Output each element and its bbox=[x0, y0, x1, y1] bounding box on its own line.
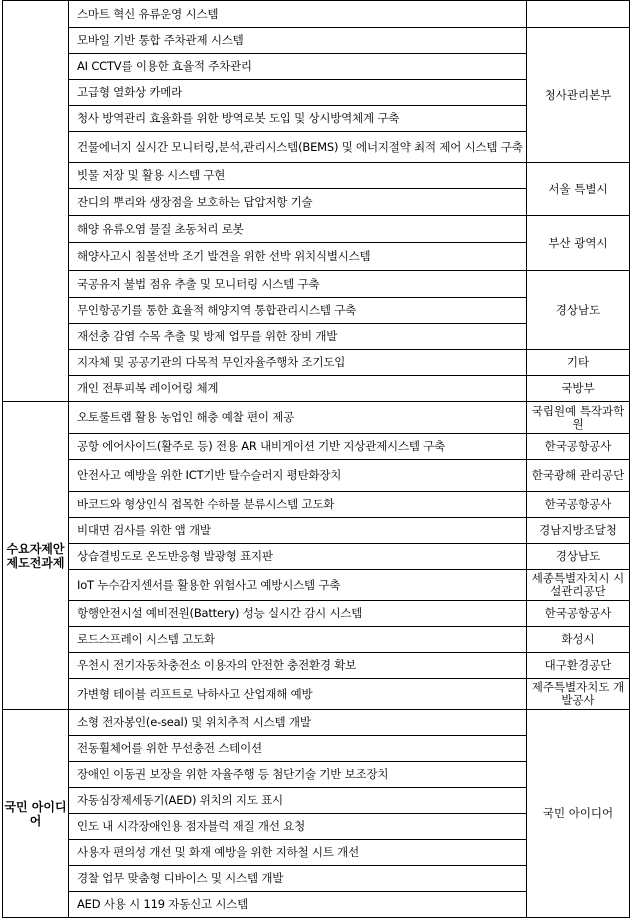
task-title-cell: 우천시 전기자동차충전소 이용자의 안전한 충전환경 확보 bbox=[69, 653, 527, 679]
agency-cell: 국방부 bbox=[527, 376, 630, 402]
agency-cell: 제주특별자치도 개발공사 bbox=[527, 679, 630, 710]
table-row bbox=[3, 271, 630, 298]
table-row bbox=[3, 518, 630, 544]
task-title-cell: 가변형 테이블 리프트로 낙하사고 산업재해 예방 bbox=[69, 679, 527, 710]
task-title-cell: 전동휠체어를 위한 무선충전 스테이션 bbox=[69, 736, 527, 762]
task-title-cell: 공항 에어사이드(활주로 등) 전용 AR 내비게이션 기반 지상관제시스템 구축 bbox=[69, 434, 527, 460]
table-row bbox=[3, 402, 630, 434]
agency-cell: 한국공항공사 bbox=[527, 492, 630, 518]
task-title-cell: 해양 유류오염 물질 초동처리 로봇 bbox=[69, 216, 527, 243]
task-title-cell: 모바일 기반 통합 주차관제 시스템 bbox=[69, 28, 527, 54]
table-row bbox=[3, 570, 630, 601]
agency-cell bbox=[527, 1, 630, 28]
task-title-cell: 해양사고시 침몰선박 조기 발견을 위한 선박 위치식별시스템 bbox=[69, 243, 527, 271]
table-row bbox=[3, 376, 630, 402]
agency-cell: 국민 아이디어 bbox=[527, 710, 630, 918]
task-title-cell: 잔디의 뿌리와 생장점을 보호하는 답압저항 기술 bbox=[69, 189, 527, 216]
category-cell bbox=[3, 1, 69, 402]
task-title-cell: 고급형 열화상 카메라 bbox=[69, 80, 527, 106]
task-title-cell: 무인항공기를 통한 효율적 해양지역 통합관리시스템 구축 bbox=[69, 298, 527, 324]
task-title-cell: 사용자 편의성 개선 및 화재 예방을 위한 지하철 시트 개선 bbox=[69, 840, 527, 866]
task-title-cell: AI CCTV를 이용한 효율적 주차관리 bbox=[69, 54, 527, 80]
agency-cell: 화성시 bbox=[527, 627, 630, 653]
task-title-cell: 비대면 검사를 위한 앱 개발 bbox=[69, 518, 527, 544]
category-cell: 국민 아이디어 bbox=[3, 710, 69, 918]
task-title-cell: 상습결빙도로 온도반응형 발광형 표지판 bbox=[69, 544, 527, 570]
agency-cell: 한국광해 관리공단 bbox=[527, 460, 630, 492]
agency-cell: 경남지방조달청 bbox=[527, 518, 630, 544]
task-title-cell: 장애인 이동권 보장을 위한 자율주행 등 첨단기술 기반 보조장치 bbox=[69, 762, 527, 788]
table-row bbox=[3, 163, 630, 189]
task-title-cell: 경찰 업무 맞춤형 디바이스 및 시스템 개발 bbox=[69, 866, 527, 892]
agency-cell: 기타 bbox=[527, 350, 630, 376]
table-row bbox=[3, 679, 630, 710]
proposal-table bbox=[2, 0, 630, 918]
proposal-table-body bbox=[3, 1, 630, 918]
table-row bbox=[3, 492, 630, 518]
task-title-cell: 국공유지 불법 점유 추출 및 모니터링 시스템 구축 bbox=[69, 271, 527, 298]
task-title-cell: 개인 전투피복 레이어링 체계 bbox=[69, 376, 527, 402]
task-title-cell: AED 사용 시 119 자동신고 시스템 bbox=[69, 892, 527, 918]
task-title-cell: 소형 전자봉인(e-seal) 및 위치추적 시스템 개발 bbox=[69, 710, 527, 736]
task-title-cell: 빗물 저장 및 활용 시스템 구현 bbox=[69, 163, 527, 189]
table-row bbox=[3, 216, 630, 243]
task-title-cell: IoT 누수감지센서를 활용한 위험사고 예방시스템 구축 bbox=[69, 570, 527, 601]
task-title-cell: 바코드와 형상인식 접목한 수하물 분류시스템 고도화 bbox=[69, 492, 527, 518]
task-title-cell: 재선충 감염 수목 추출 및 방제 업무를 위한 장비 개발 bbox=[69, 324, 527, 350]
table-row bbox=[3, 460, 630, 492]
agency-cell: 부산 광역시 bbox=[527, 216, 630, 271]
agency-cell: 경상남도 bbox=[527, 271, 630, 350]
task-title-cell: 건물에너지 실시간 모니터링,분석,관리시스템(BEMS) 및 에너지절약 최적 제어 시스템 구축 bbox=[69, 132, 527, 163]
task-title-cell: 자동심장제세동기(AED) 위치의 지도 표시 bbox=[69, 788, 527, 814]
table-row bbox=[3, 710, 630, 736]
table-row bbox=[3, 627, 630, 653]
agency-cell: 대구환경공단 bbox=[527, 653, 630, 679]
table-row bbox=[3, 653, 630, 679]
agency-cell: 서울 특별시 bbox=[527, 163, 630, 216]
task-title-cell: 항행안전시설 예비전원(Battery) 성능 실시간 감시 시스템 bbox=[69, 601, 527, 627]
agency-cell: 청사관리본부 bbox=[527, 28, 630, 163]
table-row bbox=[3, 544, 630, 570]
table-row bbox=[3, 350, 630, 376]
task-title-cell: 로드스프레이 시스템 고도화 bbox=[69, 627, 527, 653]
table-row bbox=[3, 601, 630, 627]
table-row bbox=[3, 1, 630, 28]
agency-cell: 국립원예 특작과학원 bbox=[527, 402, 630, 434]
agency-cell: 한국공항공사 bbox=[527, 601, 630, 627]
task-title-cell: 청사 방역관리 효율화를 위한 방역로봇 도입 및 상시방역체계 구축 bbox=[69, 106, 527, 132]
table-row bbox=[3, 28, 630, 54]
task-title-cell: 오토룰트랩 활용 농업인 해충 예찰 편이 제공 bbox=[69, 402, 527, 434]
table-row bbox=[3, 434, 630, 460]
agency-cell: 한국공항공사 bbox=[527, 434, 630, 460]
task-title-cell: 안전사고 예방을 위한 ICT기반 탈수슬러지 평탄화장치 bbox=[69, 460, 527, 492]
category-cell: 수요자제안 제도전과제 bbox=[3, 402, 69, 710]
task-title-cell: 지자체 및 공공기관의 다목적 무인자율주행차 조기도입 bbox=[69, 350, 527, 376]
task-title-cell: 스마트 혁신 유류운영 시스템 bbox=[69, 1, 527, 28]
agency-cell: 세종특별자치시 시설관리공단 bbox=[527, 570, 630, 601]
task-title-cell: 인도 내 시각장애인용 점자블럭 재질 개선 요청 bbox=[69, 814, 527, 840]
agency-cell: 경상남도 bbox=[527, 544, 630, 570]
